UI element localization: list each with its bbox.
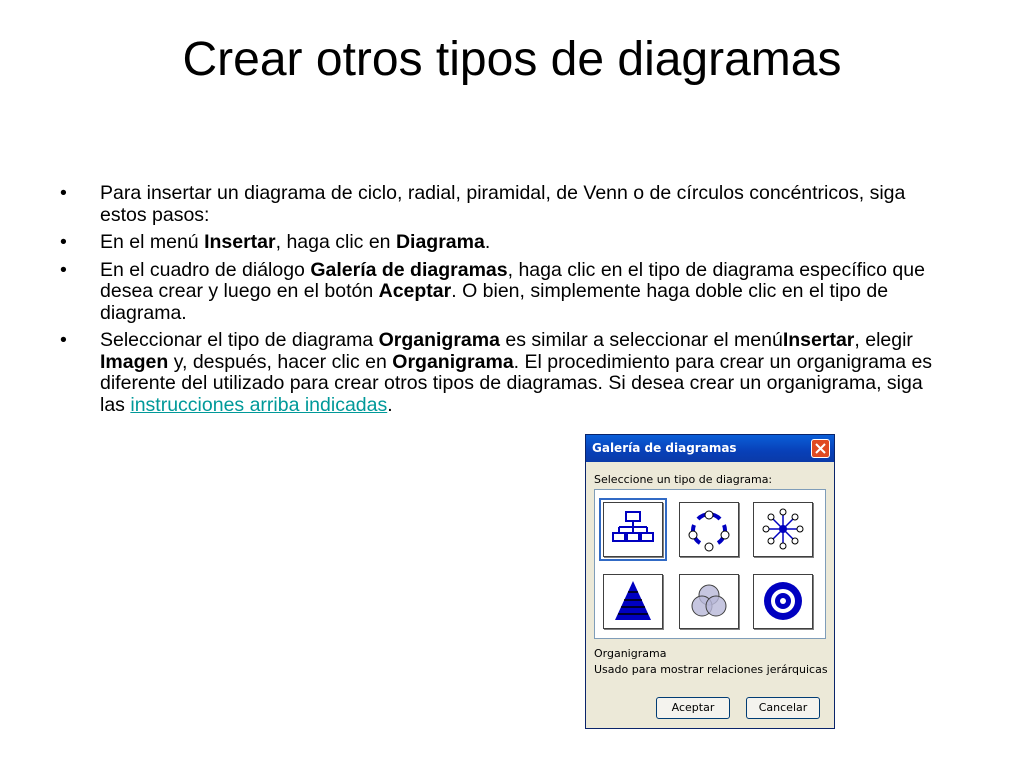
bullet-text: . O bien, simplemente haga doble clic en el tipo de diagrama. (100, 280, 889, 324)
target-diagram-icon (754, 575, 812, 628)
bold-text: Organigrama (378, 329, 500, 351)
radial-diagram-icon (754, 503, 812, 556)
org-chart-icon (604, 503, 662, 556)
selected-diagram-description: Usado para mostrar relaciones jerárquicas (594, 663, 828, 676)
dialog-prompt: Seleccione un tipo de diagrama: (594, 473, 773, 486)
bullet-list (60, 183, 950, 422)
bullet-text: Seleccionar el tipo de diagrama (100, 329, 379, 351)
instructions-link[interactable]: instrucciones arriba indicadas (130, 393, 388, 416)
dialog-title: Galería de diagramas (592, 441, 737, 455)
bold-text: Organigrama (392, 350, 514, 373)
bullet-text: En el menú (100, 231, 205, 253)
bullet-marker: • (60, 182, 67, 204)
bullet-text: Para insertar un diagrama de ciclo, radial, piramidal, de Venn o de círculos concéntricos, siga estos pasos: (100, 182, 906, 226)
venn-diagram-icon (680, 575, 738, 628)
cycle-diagram-icon (680, 503, 738, 556)
bold-text: Aceptar (378, 280, 452, 302)
cancel-button[interactable]: Cancelar (746, 697, 820, 719)
bullet-marker: • (60, 258, 67, 281)
diagram-gallery (594, 489, 826, 639)
bullet-marker: • (60, 231, 67, 253)
bullet-text: , haga clic en el tipo de diagrama específico que desea crear y luego en el botón (100, 258, 925, 302)
bold-text: Diagrama (395, 231, 485, 253)
bullet-text: . (387, 393, 393, 416)
bullet-item (60, 330, 950, 416)
bold-text: Insertar (204, 231, 276, 253)
tile-target[interactable] (753, 574, 813, 629)
selected-diagram-name: Organigrama (594, 647, 667, 660)
close-icon (815, 443, 826, 454)
bullet-text: , elegir (854, 329, 913, 351)
pyramid-diagram-icon (604, 575, 662, 628)
tile-cycle[interactable] (679, 502, 739, 557)
bullet-text: En el cuadro de diálogo (100, 258, 311, 281)
bullet-item (60, 183, 950, 226)
close-button[interactable] (811, 439, 830, 458)
ok-button[interactable]: Aceptar (656, 697, 730, 719)
bold-text: Imagen (100, 350, 169, 373)
bullet-text: . (484, 231, 491, 253)
bullet-marker: • (60, 329, 67, 351)
tile-org-chart[interactable] (603, 502, 663, 557)
bullet-text: , haga clic en (275, 231, 396, 253)
slide-title: Crear otros tipos de diagramas (182, 33, 842, 86)
diagram-gallery-dialog (585, 434, 835, 729)
bold-text: Insertar (782, 329, 855, 351)
tile-radial[interactable] (753, 502, 813, 557)
bullet-text: es similar a seleccionar el menú (499, 329, 783, 351)
tile-pyramid[interactable] (603, 574, 663, 629)
bullet-text: y, después, hacer clic en (168, 350, 393, 373)
dialog-titlebar[interactable] (586, 435, 834, 462)
bold-text: Galería de diagramas (310, 258, 508, 281)
bullet-item (60, 232, 950, 254)
bullet-item (60, 260, 950, 325)
tile-venn[interactable] (679, 574, 739, 629)
bullet-text: . El procedimiento para crear un organigrama es diferente del utilizado para crear otros tipos de diagramas. Si desea crear un organigrama, siga las (100, 350, 933, 416)
